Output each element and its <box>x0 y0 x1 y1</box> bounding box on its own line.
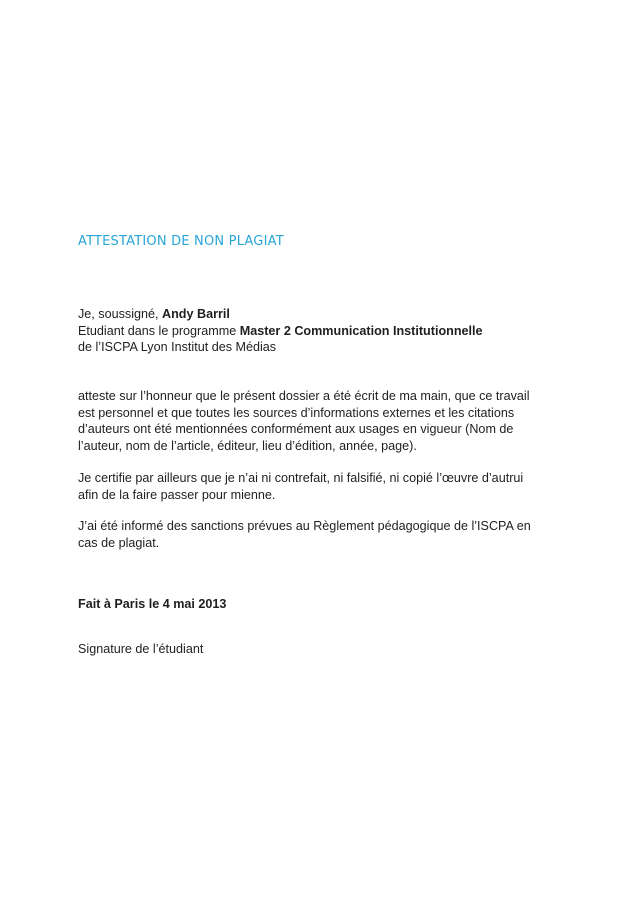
paragraph-line: est personnel et que toutes les sources d’informations externes et les citations <box>78 405 515 420</box>
identity-line-2 <box>78 323 483 340</box>
paragraph-attestation <box>78 388 530 454</box>
paragraph-line: l’auteur, nom de l’article, éditeur, lieu d’édition, année, page). <box>78 438 417 453</box>
identity-prefix: Je, soussigné, <box>78 307 163 321</box>
paragraph-line: d’auteurs ont été mentionnées conformément aux usages en vigueur (Nom de <box>78 422 514 437</box>
place-date: Fait à Paris le 4 mai 2013 <box>78 597 227 611</box>
paragraph-certification <box>78 470 523 503</box>
signature-label: Signature de l’étudiant <box>78 642 204 656</box>
paragraph-sanctions <box>78 518 531 551</box>
student-name: Andy Barril <box>162 307 230 321</box>
identity-block <box>78 306 483 356</box>
document-title: ATTESTATION DE NON PLAGIAT <box>78 234 284 249</box>
program-name: Master 2 Communication Institutionnelle <box>239 323 483 338</box>
identity-line-1 <box>78 306 483 323</box>
paragraph-line: atteste sur l’honneur que le présent dossier a été écrit de ma main, que ce travail <box>78 389 530 403</box>
paragraph-line: Je certifie par ailleurs que je n’ai ni contrefait, ni falsifié, ni copié l’œuvre d’autrui <box>78 471 524 485</box>
paragraph-line: cas de plagiat. <box>78 535 160 550</box>
paragraph-line: J’ai été informé des sanctions prévues au Règlement pédagogique de l’ISCPA en <box>78 519 531 533</box>
paragraph-line: afin de la faire passer pour mienne. <box>78 487 276 502</box>
institution-line: de l’ISCPA Lyon Institut des Médias <box>78 340 277 355</box>
program-prefix: Etudiant dans le programme <box>78 323 240 338</box>
